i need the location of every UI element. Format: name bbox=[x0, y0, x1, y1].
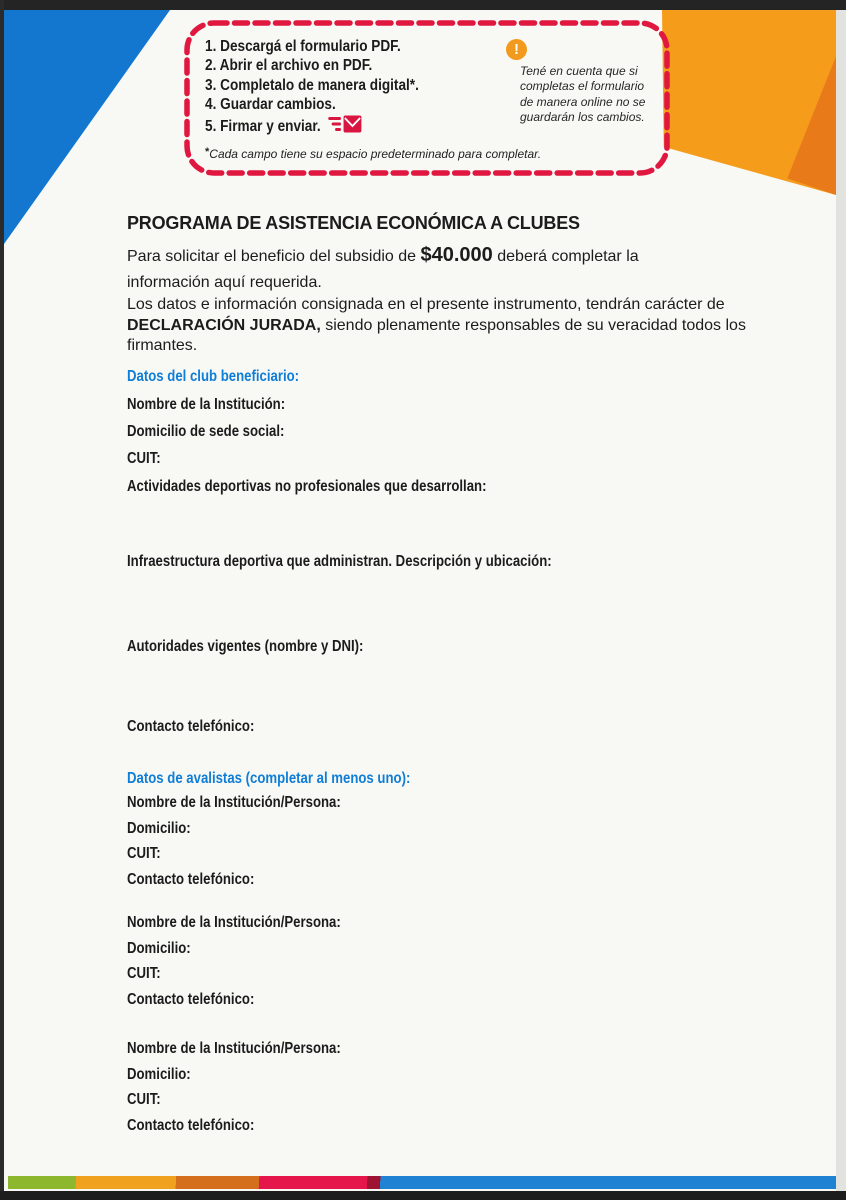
footnote-asterisk: * bbox=[205, 146, 210, 158]
declaration-paragraph bbox=[127, 295, 799, 357]
declaration-line-2 bbox=[127, 316, 799, 337]
scan-edge-right bbox=[836, 10, 846, 1191]
instruction-step bbox=[205, 114, 460, 136]
intro-text: deberá completar la bbox=[492, 248, 639, 265]
avalista-block-1 bbox=[127, 794, 379, 897]
send-envelope-icon bbox=[325, 114, 362, 134]
declaration-bold: DECLARACIÓN JURADA, bbox=[127, 316, 321, 334]
bottom-color-stripe bbox=[8, 1176, 836, 1189]
field-label-nombre-persona: Nombre de la Institución/Persona: bbox=[127, 1040, 341, 1057]
avalista-block-3 bbox=[127, 1040, 379, 1143]
instruction-step: 1. Descargá el formulario PDF. bbox=[205, 38, 401, 55]
online-warning-note: Tené en cuenta que si completas el formulario de manera online no se guardarán los cambios. bbox=[520, 64, 646, 125]
field-label-nombre-persona: Nombre de la Institución/Persona: bbox=[127, 914, 341, 931]
alert-exclamation-icon: ! bbox=[506, 39, 527, 60]
field-label-nombre-institucion: Nombre de la Institución: bbox=[127, 396, 286, 413]
field-label-actividades: Actividades deportivas no profesionales que desarrollan: bbox=[127, 478, 487, 495]
field-label-contacto: Contacto telefónico: bbox=[127, 718, 255, 735]
footnote-text: Cada campo tiene su espacio predeterminado para completar. bbox=[209, 147, 542, 161]
field-label-contacto: Contacto telefónico: bbox=[127, 871, 255, 889]
section-heading-avalistas: Datos de avalistas (completar al menos uno): bbox=[127, 770, 411, 787]
avalista-block-2 bbox=[127, 914, 379, 1017]
field-label-autoridades: Autoridades vigentes (nombre y DNI): bbox=[127, 638, 364, 655]
instructions-step-list bbox=[205, 37, 460, 136]
field-label-domicilio: Domicilio: bbox=[127, 939, 191, 957]
field-label-domicilio-sede: Domicilio de sede social: bbox=[127, 423, 285, 440]
declaration-line-3: firmantes. bbox=[127, 337, 198, 355]
field-label-cuit: CUIT: bbox=[127, 965, 161, 983]
intro-line-1 bbox=[127, 242, 799, 270]
instruction-step: 2. Abrir el archivo en PDF. bbox=[205, 57, 373, 75]
field-label-cuit: CUIT: bbox=[127, 1091, 161, 1109]
field-label-nombre-persona: Nombre de la Institución/Persona: bbox=[127, 794, 341, 811]
field-label-infraestructura: Infraestructura deportiva que administran. Descripción y ubicación: bbox=[127, 553, 552, 570]
field-label-contacto: Contacto telefónico: bbox=[127, 991, 255, 1009]
field-label-cuit: CUIT: bbox=[127, 450, 161, 467]
scan-edge-top bbox=[0, 0, 846, 10]
field-label-contacto: Contacto telefónico: bbox=[127, 1117, 255, 1135]
intro-line-2: información aquí requerida. bbox=[127, 274, 322, 291]
intro-paragraph bbox=[127, 242, 799, 296]
subsidy-amount: $40.000 bbox=[420, 244, 493, 266]
intro-text: Para solicitar el beneficio del subsidio de bbox=[127, 248, 421, 265]
declaration-line-1: Los datos e información consignada en el presente instrumento, tendrán carácter de bbox=[127, 296, 725, 313]
footnote bbox=[205, 146, 541, 161]
corner-decoration-blue bbox=[4, 10, 170, 244]
page-title: PROGRAMA DE ASISTENCIA ECONÓMICA A CLUBES bbox=[127, 213, 580, 233]
instruction-step: 4. Guardar cambios. bbox=[205, 95, 336, 113]
declaration-text: siendo plenamente responsables de su veracidad todos los bbox=[320, 316, 746, 334]
instruction-step-label: 5. Firmar y enviar. bbox=[205, 118, 321, 136]
scan-edge-left bbox=[0, 0, 4, 1200]
field-label-domicilio: Domicilio: bbox=[127, 819, 191, 837]
scan-edge-bottom bbox=[0, 1191, 846, 1200]
field-label-domicilio: Domicilio: bbox=[127, 1065, 191, 1083]
instruction-step: 3. Completalo de manera digital*. bbox=[205, 76, 419, 94]
section-heading-club: Datos del club beneficiario: bbox=[127, 368, 300, 385]
field-label-cuit: CUIT: bbox=[127, 845, 161, 863]
